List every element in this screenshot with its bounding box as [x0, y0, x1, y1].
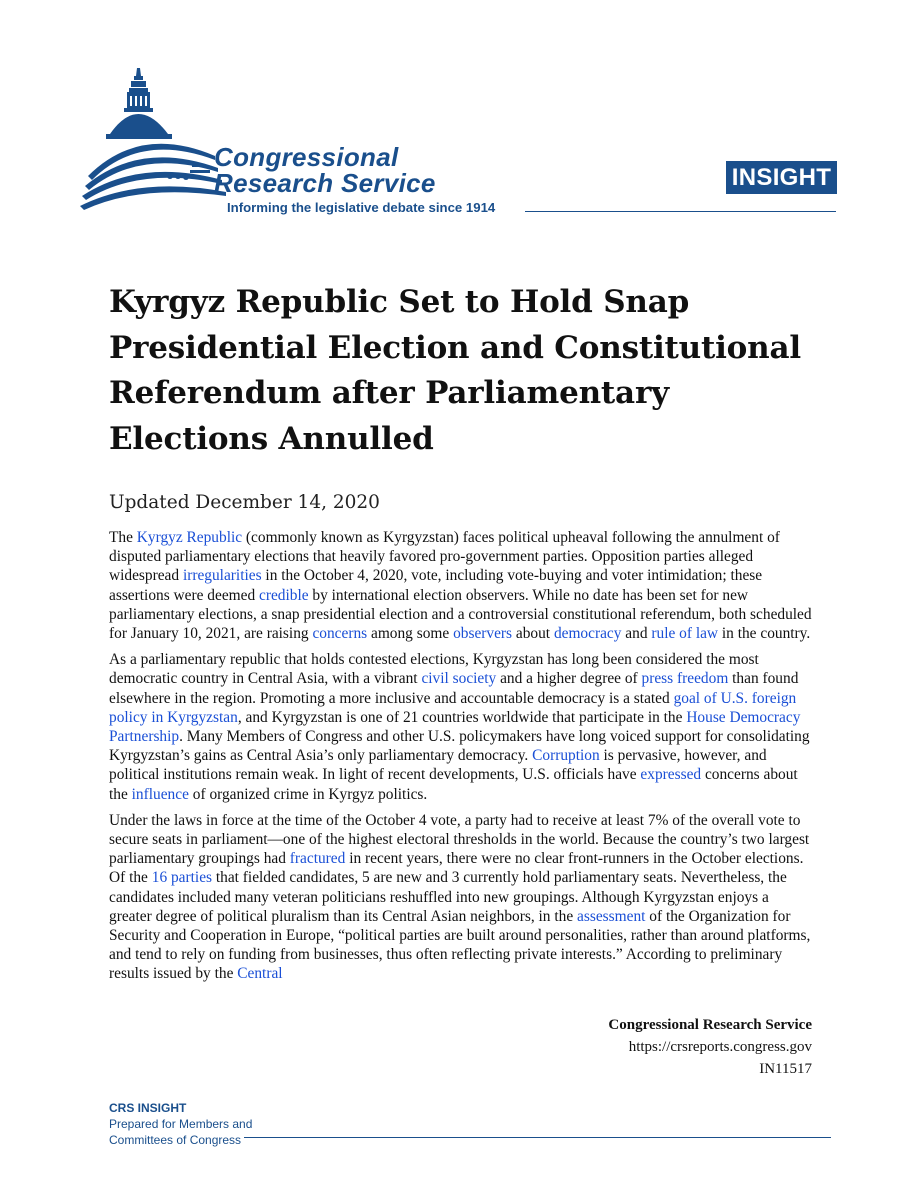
- inline-link[interactable]: Corruption: [532, 747, 600, 765]
- paragraph-text: of organized crime in Kyrgyz politics.: [188, 785, 428, 803]
- paragraph-text: , and Kyrgyzstan is one of 21 countries worldwide that participate in the: [237, 708, 687, 726]
- updated-date: Updated December 14, 2020: [109, 492, 380, 513]
- capitol-dome-icon: [80, 64, 230, 214]
- report-id: IN11517: [759, 1061, 812, 1077]
- inline-link[interactable]: assessment: [577, 907, 646, 925]
- paragraph-text: Under the laws in force at the time of the October 4 vote, a party had to receive at least 7% of the overall vote to secure seats in parliament—one of the highest electoral thresholds in the world. Because the country’s two largest parliamentary groupings had: [109, 811, 810, 868]
- paragraph-text: and a higher degree of: [496, 670, 642, 688]
- paragraph-text: that fielded candidates, 5 are new and 3 currently hold parliamentary seats. Nevertheless, the candidates included many veteran politicians reshuffled into new groupings. Although Kyrgyzstan enjoys a greater degree of political pluralism than its Central Asian neighbors, in the: [109, 869, 787, 925]
- paragraph-text: (commonly known as Kyrgyzstan) faces political upheaval following the annulment of disputed parliamentary elections that heavily favored pro-government parties. Opposition parties alleged widespread: [109, 529, 780, 585]
- inline-link[interactable]: concerns: [312, 625, 368, 643]
- insight-badge: INSIGHT: [726, 161, 837, 194]
- paragraph-text: in the country.: [718, 625, 811, 643]
- inline-link[interactable]: 16 parties: [151, 869, 213, 887]
- inline-link[interactable]: expressed: [640, 766, 702, 784]
- header-rule: [525, 211, 836, 212]
- inline-link[interactable]: Central: [237, 965, 283, 983]
- footer-url: https://crsreports.congress.gov: [628, 1039, 812, 1055]
- inline-link[interactable]: press freedom: [641, 670, 729, 688]
- footer-rule: [244, 1137, 831, 1138]
- crs-logo: [80, 64, 540, 224]
- inline-link[interactable]: credible: [259, 586, 309, 604]
- inline-link[interactable]: fractured: [289, 850, 346, 868]
- inline-link[interactable]: observers: [453, 625, 513, 643]
- paragraph-text: among some: [367, 625, 454, 643]
- paragraph-text: The: [109, 529, 137, 546]
- inline-link[interactable]: democracy: [553, 625, 622, 643]
- paragraph-text: and: [621, 625, 652, 643]
- org-name: [214, 144, 436, 196]
- paragraph-text: about: [512, 625, 554, 643]
- paragraph-text: is pervasive, however, and political institutions remain weak. In light of recent developments, U.S. officials have: [109, 747, 767, 784]
- paragraph-text: As a parliamentary republic that holds contested elections, Kyrgyzstan has long been considered the most democratic country in Central Asia, with a vibrant: [109, 651, 759, 688]
- footer-org: Congressional Research Service: [608, 1017, 812, 1033]
- inline-link[interactable]: rule of law: [651, 625, 719, 643]
- page-title: Kyrgyz Republic Set to Hold Snap Presidential Election and Constitutional Referendum after Parliamentary Elections Annulled: [109, 284, 801, 457]
- body-paragraph: [109, 528, 813, 643]
- inline-link[interactable]: Kyrgyz Republic: [136, 529, 243, 546]
- paragraph-text: in the October 4, 2020, vote, including vote-buying and voter intimidation; these assertions were deemed: [109, 567, 763, 604]
- inline-link[interactable]: irregularities: [182, 567, 262, 585]
- article-body: [109, 528, 813, 991]
- page-footer: [608, 1014, 812, 1080]
- inline-link[interactable]: civil society: [421, 670, 497, 688]
- org-name-line2: Research Service: [214, 168, 436, 198]
- inline-link[interactable]: House Democracy Partnership: [109, 708, 801, 746]
- paragraph-text: concerns about the: [109, 766, 798, 803]
- body-paragraph: [109, 811, 813, 984]
- inline-link[interactable]: goal of U.S. foreign policy in Kyrgyzstan: [109, 689, 797, 726]
- inline-link[interactable]: influence: [131, 785, 189, 803]
- series-label: CRS INSIGHT: [109, 1101, 187, 1115]
- paragraph-text: by international election observers. While no date has been set for new parliamentary elections, a snap presidential election and a controversial constitutional referendum, both scheduled for January 10, 2021, are raising: [109, 586, 812, 643]
- paragraph-text: in recent years, there were no clear front-runners in the October elections. Of the: [109, 850, 804, 887]
- prepared-line1: Prepared for Members and: [109, 1117, 253, 1131]
- tagline: Informing the legislative debate since 1914: [227, 200, 496, 215]
- paragraph-text: of the Organization for Security and Cooperation in Europe, “political parties are built around personalities, rather than around platforms, and tend to rely on funding from businesses, thus often reflecting private interests.” According to preliminary results issued by the: [109, 907, 811, 983]
- crs-insight-footer: [109, 1100, 252, 1148]
- body-paragraph: [109, 650, 813, 804]
- paragraph-text: . Many Members of Congress and other U.S. policymakers have long voiced support for consolidating Kyrgyzstan’s gains as Central Asia’s only parliamentary democracy.: [109, 728, 810, 765]
- paragraph-text: than found elsewhere in the region. Promoting a more inclusive and accountable democracy is a stated: [109, 670, 799, 707]
- prepared-line2: Committees of Congress: [109, 1133, 242, 1147]
- org-name-line1: Congressional: [214, 142, 399, 172]
